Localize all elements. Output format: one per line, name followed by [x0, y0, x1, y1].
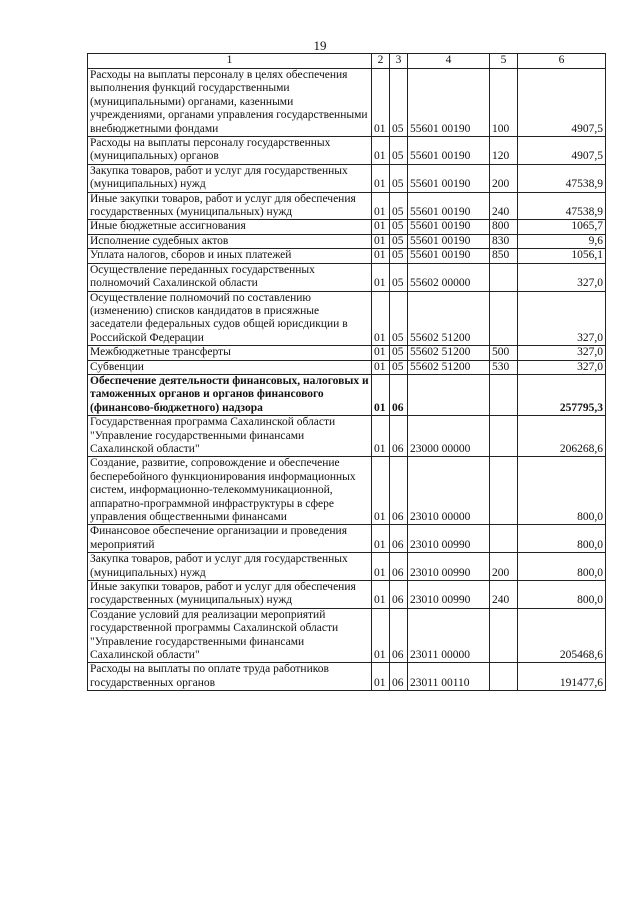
- table-row: [88, 249, 606, 263]
- row-target-code: 23011 00110: [408, 663, 490, 691]
- row-amount: 800,0: [518, 457, 606, 525]
- row-section: 01: [372, 164, 390, 192]
- row-amount: 1056,1: [518, 249, 606, 263]
- row-name: Межбюджетные трансферты: [88, 346, 372, 360]
- row-amount: 327,0: [518, 346, 606, 360]
- table-row: [88, 374, 606, 415]
- row-target-code: 23011 00000: [408, 608, 490, 663]
- row-target-code: 23000 00000: [408, 416, 490, 457]
- row-section: 01: [372, 249, 390, 263]
- table-row: [88, 608, 606, 663]
- row-amount: 800,0: [518, 581, 606, 609]
- row-subsection: 06: [390, 525, 408, 553]
- row-expense-type: [490, 291, 518, 346]
- row-name: Финансовое обеспечение организации и проведения мероприятий: [88, 525, 372, 553]
- row-name: Иные бюджетные ассигнования: [88, 220, 372, 234]
- table-row: [88, 457, 606, 525]
- row-target-code: [408, 374, 490, 415]
- table-row: [88, 581, 606, 609]
- row-subsection: 06: [390, 416, 408, 457]
- row-target-code: 55602 51200: [408, 291, 490, 346]
- row-amount: 800,0: [518, 525, 606, 553]
- row-amount: 327,0: [518, 263, 606, 291]
- row-section: 01: [372, 346, 390, 360]
- row-target-code: 55601 00190: [408, 69, 490, 137]
- row-section: 01: [372, 137, 390, 165]
- row-amount: 257795,3: [518, 374, 606, 415]
- row-amount: 4907,5: [518, 69, 606, 137]
- row-subsection: 05: [390, 291, 408, 346]
- page-number: 19: [313, 38, 327, 53]
- row-amount: 1065,7: [518, 220, 606, 234]
- row-expense-type: [490, 263, 518, 291]
- row-section: 01: [372, 525, 390, 553]
- row-target-code: 23010 00990: [408, 525, 490, 553]
- row-target-code: 23010 00000: [408, 457, 490, 525]
- row-target-code: 55602 00000: [408, 263, 490, 291]
- table-row: [88, 416, 606, 457]
- row-expense-type: 850: [490, 249, 518, 263]
- row-target-code: 23010 00990: [408, 581, 490, 609]
- row-section: 01: [372, 263, 390, 291]
- row-expense-type: 100: [490, 69, 518, 137]
- row-target-code: 55602 51200: [408, 360, 490, 374]
- row-name: Иные закупки товаров, работ и услуг для обеспечения государственных (муниципальных) нужд: [88, 581, 372, 609]
- table-row: [88, 220, 606, 234]
- row-amount: 206268,6: [518, 416, 606, 457]
- row-subsection: 05: [390, 249, 408, 263]
- row-expense-type: [490, 457, 518, 525]
- row-target-code: 23010 00990: [408, 553, 490, 581]
- row-subsection: 05: [390, 360, 408, 374]
- table-row: [88, 234, 606, 248]
- row-section: 01: [372, 192, 390, 220]
- row-expense-type: [490, 525, 518, 553]
- row-expense-type: 120: [490, 137, 518, 165]
- row-name: Создание, развитие, сопровождение и обеспечение бесперебойного функционирования информационных систем, информационно-телекоммуникационной, аппаратно-программной инфраструктуры в сфере управления общественными финансами: [88, 457, 372, 525]
- row-name: Расходы на выплаты персоналу в целях обеспечения выполнения функций государственными (муниципальными) органами, казенными учреждениями, органами управления государственными внебюджетными фондами: [88, 69, 372, 137]
- header-col-1: 1: [88, 54, 372, 69]
- row-subsection: 05: [390, 192, 408, 220]
- row-section: 01: [372, 291, 390, 346]
- row-amount: 9,6: [518, 234, 606, 248]
- table-row: [88, 291, 606, 346]
- row-section: 01: [372, 581, 390, 609]
- row-subsection: 05: [390, 137, 408, 165]
- header-col-4: 4: [408, 54, 490, 69]
- row-name: Обеспечение деятельности финансовых, налоговых и таможенных органов и органов финансового (финансово-бюджетного) надзора: [88, 374, 372, 415]
- budget-table: [87, 53, 606, 691]
- row-expense-type: [490, 374, 518, 415]
- row-section: 01: [372, 69, 390, 137]
- row-name: Расходы на выплаты по оплате труда работников государственных органов: [88, 663, 372, 691]
- row-expense-type: 200: [490, 553, 518, 581]
- row-subsection: 06: [390, 374, 408, 415]
- row-name: Расходы на выплаты персоналу государственных (муниципальных) органов: [88, 137, 372, 165]
- header-col-6: 6: [518, 54, 606, 69]
- row-section: 01: [372, 663, 390, 691]
- row-section: 01: [372, 608, 390, 663]
- row-section: 01: [372, 234, 390, 248]
- row-name: Осуществление переданных государственных полномочий Сахалинской области: [88, 263, 372, 291]
- row-name: Исполнение судебных актов: [88, 234, 372, 248]
- row-target-code: 55601 00190: [408, 234, 490, 248]
- row-target-code: 55601 00190: [408, 192, 490, 220]
- row-name: Уплата налогов, сборов и иных платежей: [88, 249, 372, 263]
- row-amount: 191477,6: [518, 663, 606, 691]
- row-amount: 47538,9: [518, 164, 606, 192]
- row-subsection: 05: [390, 220, 408, 234]
- row-section: 01: [372, 374, 390, 415]
- row-subsection: 05: [390, 69, 408, 137]
- row-target-code: 55601 00190: [408, 137, 490, 165]
- table-row: [88, 360, 606, 374]
- row-expense-type: [490, 416, 518, 457]
- row-target-code: 55602 51200: [408, 346, 490, 360]
- row-subsection: 06: [390, 457, 408, 525]
- row-subsection: 06: [390, 608, 408, 663]
- table-row: [88, 346, 606, 360]
- table-body: [88, 69, 606, 691]
- row-expense-type: 200: [490, 164, 518, 192]
- table-row: [88, 69, 606, 137]
- table-row: [88, 164, 606, 192]
- row-name: Осуществление полномочий по составлению (изменению) списков кандидатов в присяжные заседатели федеральных судов общей юрисдикции в Российской Федерации: [88, 291, 372, 346]
- row-section: 01: [372, 457, 390, 525]
- row-name: Закупка товаров, работ и услуг для государственных (муниципальных) нужд: [88, 553, 372, 581]
- header-col-2: 2: [372, 54, 390, 69]
- row-section: 01: [372, 360, 390, 374]
- row-expense-type: 830: [490, 234, 518, 248]
- row-expense-type: 800: [490, 220, 518, 234]
- row-name: Создание условий для реализации мероприятий государственной программы Сахалинской области "Управление государственными финансами Сахалинской области": [88, 608, 372, 663]
- row-amount: 205468,6: [518, 608, 606, 663]
- row-subsection: 05: [390, 164, 408, 192]
- row-expense-type: [490, 608, 518, 663]
- header-col-5: 5: [490, 54, 518, 69]
- row-subsection: 06: [390, 581, 408, 609]
- row-name: Субвенции: [88, 360, 372, 374]
- row-amount: 327,0: [518, 360, 606, 374]
- row-target-code: 55601 00190: [408, 164, 490, 192]
- row-expense-type: 240: [490, 581, 518, 609]
- row-amount: 800,0: [518, 553, 606, 581]
- row-expense-type: [490, 663, 518, 691]
- table-row: [88, 137, 606, 165]
- table-row: [88, 263, 606, 291]
- row-section: 01: [372, 416, 390, 457]
- row-name: Закупка товаров, работ и услуг для государственных (муниципальных) нужд: [88, 164, 372, 192]
- table-row: [88, 663, 606, 691]
- row-amount: 4907,5: [518, 137, 606, 165]
- row-name: Государственная программа Сахалинской области "Управление государственными финансами Сахалинской области": [88, 416, 372, 457]
- header-col-3: 3: [390, 54, 408, 69]
- row-section: 01: [372, 220, 390, 234]
- row-target-code: 55601 00190: [408, 220, 490, 234]
- row-amount: 47538,9: [518, 192, 606, 220]
- table-row: [88, 525, 606, 553]
- row-subsection: 05: [390, 346, 408, 360]
- row-section: 01: [372, 553, 390, 581]
- row-target-code: 55601 00190: [408, 249, 490, 263]
- row-name: Иные закупки товаров, работ и услуг для обеспечения государственных (муниципальных) нужд: [88, 192, 372, 220]
- row-subsection: 06: [390, 663, 408, 691]
- row-expense-type: 500: [490, 346, 518, 360]
- row-subsection: 05: [390, 234, 408, 248]
- row-subsection: 05: [390, 263, 408, 291]
- row-amount: 327,0: [518, 291, 606, 346]
- row-subsection: 06: [390, 553, 408, 581]
- row-expense-type: 530: [490, 360, 518, 374]
- table-row: [88, 553, 606, 581]
- row-expense-type: 240: [490, 192, 518, 220]
- table-header-row: [88, 54, 606, 69]
- table-row: [88, 192, 606, 220]
